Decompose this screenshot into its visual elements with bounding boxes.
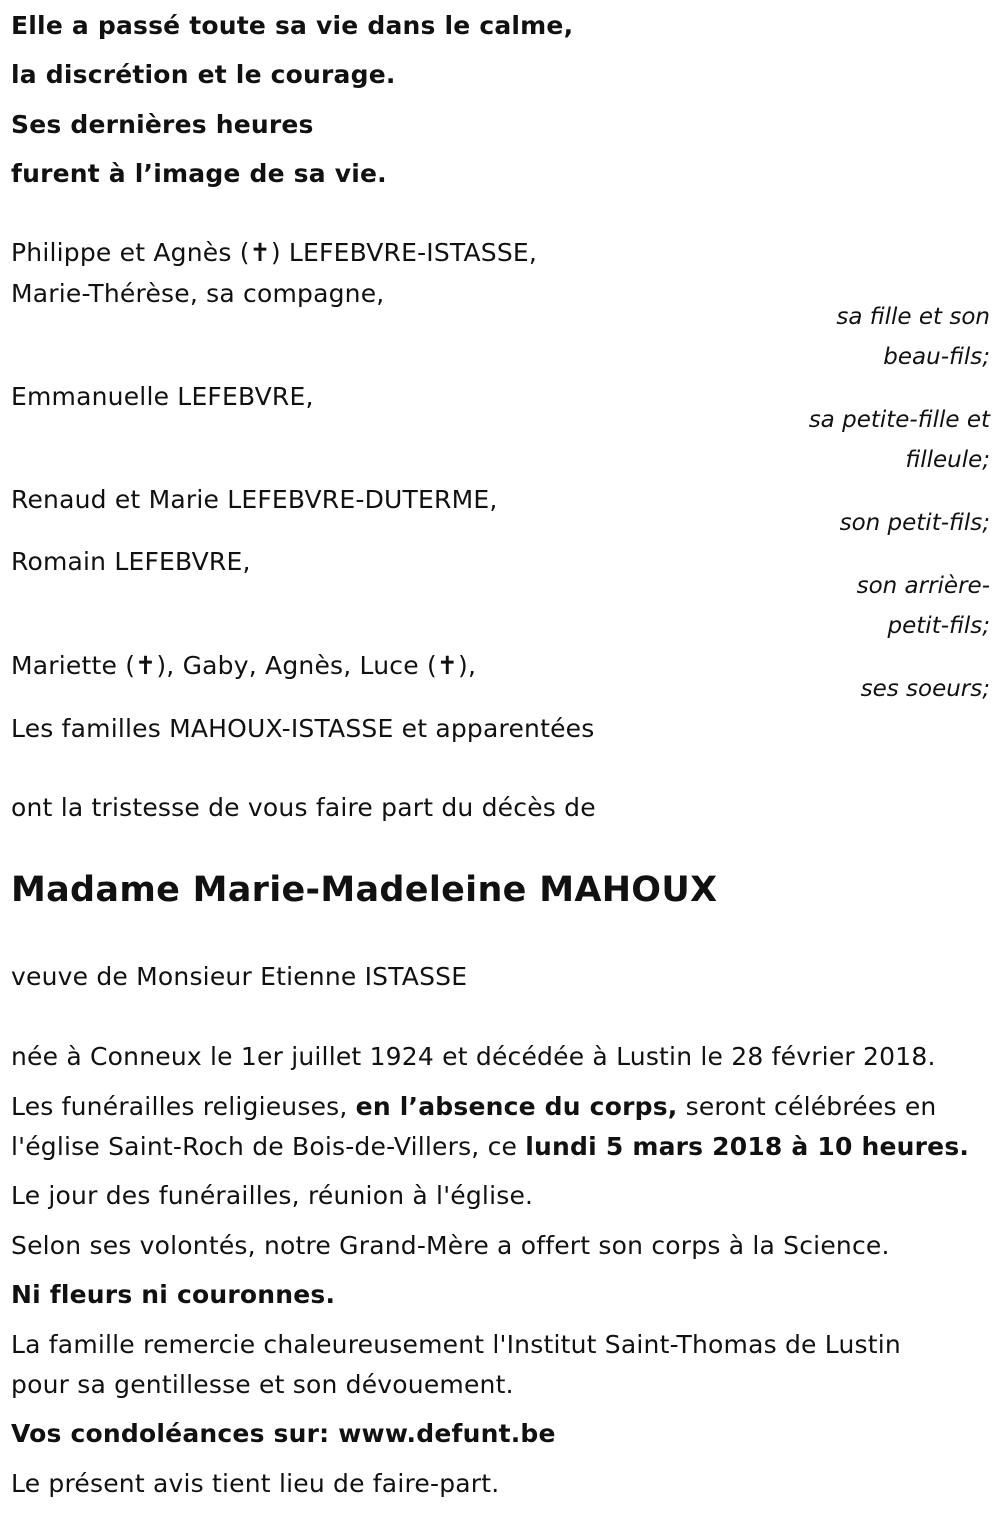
family-philippe: Philippe et Agnès (✝) LEFEBVRE-ISTASSE, [11,238,538,267]
thanks-line-2: pour sa gentillesse et son dévouement. [11,1370,514,1399]
relation-grandson: son petit-fils; [839,510,990,536]
deceased-name: Madame Marie-Madeleine MAHOUX [11,870,718,910]
relation-son-in-law: beau-fils; [883,344,990,370]
notice: Le présent avis tient lieu de faire-part. [11,1469,500,1498]
funeral-church: l'église Saint-Roch de Bois-de-Villers, ce [11,1132,526,1161]
funeral-line-2 [11,1131,969,1163]
epitaph-line-2: la discrétion et le courage. [11,60,396,89]
widow-line: veuve de Monsieur Etienne ISTASSE [11,962,468,991]
relation-daughter: sa fille et son [836,304,990,330]
family-extended: Les familles MAHOUX-ISTASSE et apparentées [11,714,595,743]
relation-great-grandson-a: son arrière- [856,573,990,599]
epitaph-line-1: Elle a passé toute sa vie dans le calme, [11,11,574,40]
epitaph-line-3: Ses dernières heures [11,110,314,139]
science: Selon ses volontés, notre Grand-Mère a offert son corps à la Science. [11,1231,890,1260]
funeral-absence: en l’absence du corps, [355,1092,678,1121]
relation-goddaughter: filleule; [905,447,990,473]
announcement: ont la tristesse de vous faire part du décès de [11,793,596,822]
family-sisters: Mariette (✝), Gaby, Agnès, Luce (✝), [11,651,477,680]
funeral-line-1 [11,1091,936,1123]
family-marie-therese: Marie-Thérèse, sa compagne, [11,279,385,308]
condolences: Vos condoléances sur: www.defunt.be [11,1419,556,1448]
reunion: Le jour des funérailles, réunion à l'église. [11,1181,534,1210]
no-flowers: Ni fleurs ni couronnes. [11,1280,336,1309]
relation-great-grandson-b: petit-fils; [887,613,990,639]
funeral-date: lundi 5 mars 2018 à 10 heures. [525,1132,970,1161]
funeral-text-a: Les funérailles religieuses, [11,1092,356,1121]
epitaph-line-4: furent à l’image de sa vie. [11,159,387,188]
family-renaud: Renaud et Marie LEFEBVRE-DUTERME, [11,485,498,514]
funeral-text-b: seront célébrées en [677,1092,937,1121]
birth-death: née à Conneux le 1er juillet 1924 et décédée à Lustin le 28 février 2018. [11,1042,936,1071]
thanks-line-1: La famille remercie chaleureusement l'Institut Saint-Thomas de Lustin [11,1330,901,1359]
family-romain: Romain LEFEBVRE, [11,547,251,576]
relation-granddaughter: sa petite-fille et [808,407,990,433]
family-emmanuelle: Emmanuelle LEFEBVRE, [11,382,314,411]
relation-sisters: ses soeurs; [860,676,990,702]
